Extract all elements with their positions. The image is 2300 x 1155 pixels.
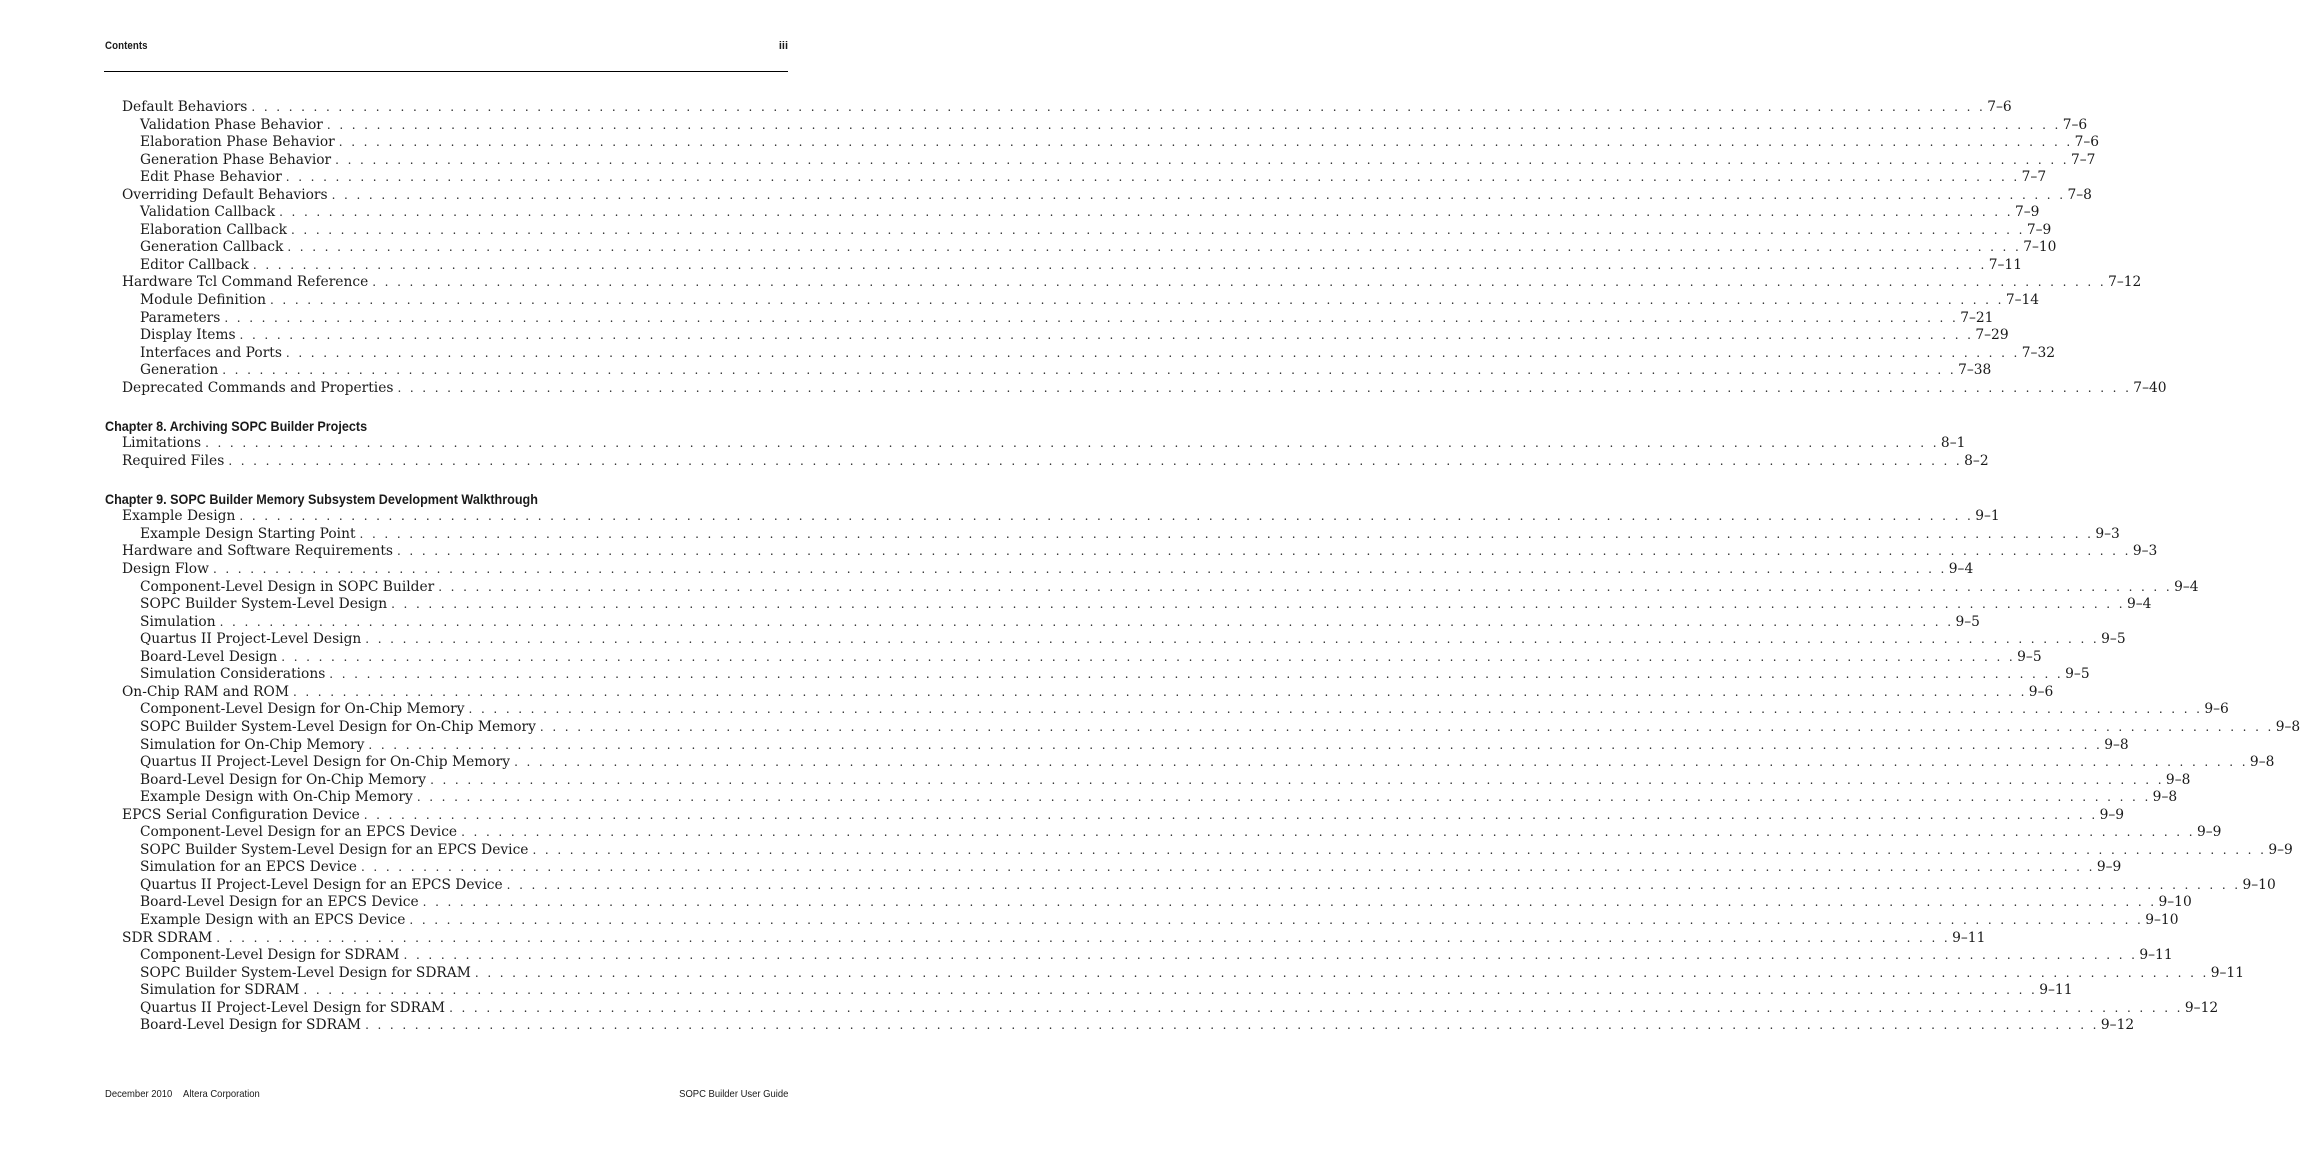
toc-entry-title: Hardware and Software Requirements [122, 543, 393, 560]
toc-entry-title: Board-Level Design for On-Chip Memory [140, 771, 427, 788]
toc-entry-title: Simulation for an EPCS Device [140, 859, 357, 876]
dot-leader: . . . . . . . . . . . . . . . . . . . . . . . . . . . . . . . . . . . . . . . . . . . . . . . . . . . . . . . . . . . . . . . . . . . . . . . . . . . . . . . . . . . . . . . . . . . . . . . . . . . . . . . . . . . . . . . . . . . . . . . . . . . . . . . . . . . . . . . . . . . . [303, 983, 2038, 998]
toc-entry-page: 9–8 [2165, 771, 2191, 788]
dot-leader: . . . . . . . . . . . . . . . . . . . . . . . . . . . . . . . . . . . . . . . . . . . . . . . . . . . . . . . . . . . . . . . . . . . . . . . . . . . . . . . . . . . . . . . . . . . . . . . . . . . . . . . . . . . . . . . . . . . . . . . . . . . . . . . . . . . . . . . . . . . . [409, 912, 2144, 927]
toc-entry-page: 8–2 [1964, 452, 1989, 469]
toc-subentry[interactable] [105, 999, 2219, 1018]
toc-entry[interactable] [105, 929, 1986, 948]
toc-subentry[interactable] [105, 525, 2120, 544]
toc-entry-page: 9–3 [2132, 543, 2158, 560]
section-gap [105, 397, 788, 417]
toc-entry-page: 9–12 [2100, 1017, 2135, 1034]
toc-subentry[interactable] [105, 754, 2275, 772]
toc-entry-page: 9–8 [2249, 754, 2275, 771]
dot-leader: . . . . . . . . . . . . . . . . . . . . . . . . . . . . . . . . . . . . . . . . . . . . . . . . . . . . . . . . . . . . . . . . . . . . . . . . . . . . . . . . . . . . . . . . . . . . . . . . . . . . . . . . . . . . . . . . . . . . . . . . . . . . . . . . . . . . . . . . . . . . [285, 170, 2020, 185]
toc-entry[interactable] [105, 452, 1989, 471]
toc-subentry[interactable] [105, 292, 2040, 310]
toc-entry-title: Simulation [140, 613, 216, 630]
dot-leader: . . . . . . . . . . . . . . . . . . . . . . . . . . . . . . . . . . . . . . . . . . . . . . . . . . . . . . . . . . . . . . . . . . . . . . . . . . . . . . . . . . . . . . . . . . . . . . . . . . . . . . . . . . . . . . . . . . . . . . . . . . . . . . . . . . . . . . . . . . . . [397, 380, 2132, 395]
dot-leader: . . . . . . . . . . . . . . . . . . . . . . . . . . . . . . . . . . . . . . . . . . . . . . . . . . . . . . . . . . . . . . . . . . . . . . . . . . . . . . . . . . . . . . . . . . . . . . . . . . . . . . . . . . . . . . . . . . . . . . . . . . . . . . . . . . . . . . . . . . . . [279, 205, 2013, 220]
toc-entry-page: 9–12 [2184, 999, 2219, 1016]
dot-leader: . . . . . . . . . . . . . . . . . . . . . . . . . . . . . . . . . . . . . . . . . . . . . . . . . . . . . . . . . . . . . . . . . . . . . . . . . . . . . . . . . . . . . . . . . . . . . . . . . . . . . . . . . . . . . . . . . . . . . . . . . . . . . . . . . . . . . . . . . . . . [474, 965, 2209, 980]
toc-subentry[interactable] [105, 169, 2047, 187]
toc-subentry[interactable] [105, 239, 2057, 257]
dot-leader: . . . . . . . . . . . . . . . . . . . . . . . . . . . . . . . . . . . . . . . . . . . . . . . . . . . . . . . . . . . . . . . . . . . . . . . . . . . . . . . . . . . . . . . . . . . . . . . . . . . . . . . . . . . . . . . . . . . . . . . . . . . . . . . . . . . . . . . . . . . . [397, 544, 2131, 559]
toc-entry-page: 7–29 [1975, 327, 2009, 344]
dot-leader: . . . . . . . . . . . . . . . . . . . . . . . . . . . . . . . . . . . . . . . . . . . . . . . . . . . . . . . . . . . . . . . . . . . . . . . . . . . . . . . . . . . . . . . . . . . . . . . . . . . . . . . . . . . . . . . . . . . . . . . . . . . . . . . . . . . . . . . . . . . . [368, 737, 2103, 752]
toc-entry-title: Generation Phase Behavior [140, 151, 332, 168]
toc-entry-page: 9–5 [2065, 666, 2090, 683]
toc-entry-page: 7–7 [2021, 169, 2047, 186]
toc-entry-title: Component-Level Design for On-Chip Memory [140, 701, 465, 718]
dot-leader: . . . . . . . . . . . . . . . . . . . . . . . . . . . . . . . . . . . . . . . . . . . . . . . . . . . . . . . . . . . . . . . . . . . . . . . . . . . . . . . . . . . . . . . . . . . . . . . . . . . . . . . . . . . . . . . . . . . . . . . . . . . . . . . . . . . . . . . . . . . . [359, 526, 2094, 541]
toc-subentry[interactable] [105, 134, 2100, 152]
toc-entry-page: 9–6 [2204, 701, 2229, 718]
toc-entry-page: 9–11 [2210, 964, 2244, 981]
dot-leader: . . . . . . . . . . . . . . . . . . . . . . . . . . . . . . . . . . . . . . . . . . . . . . . . . . . . . . . . . . . . . . . . . . . . . . . . . . . . . . . . . . . . . . . . . . . . . . . . . . . . . . . . . . . . . . . . . . . . . . . . . . . . . . . . . . . . . . . . . . . . [468, 702, 2203, 717]
footer-company: Altera Corporation [183, 1088, 260, 1100]
toc-entry-page: 7–40 [2133, 379, 2167, 396]
dot-leader: . . . . . . . . . . . . . . . . . . . . . . . . . . . . . . . . . . . . . . . . . . . . . . . . . . . . . . . . . . . . . . . . . . . . . . . . . . . . . . . . . . . . . . . . . . . . . . . . . . . . . . . . . . . . . . . . . . . . . . . . . . . . . . . . . . . . . . . . . . . . [270, 293, 2004, 308]
dot-leader: . . . . . . . . . . . . . . . . . . . . . . . . . . . . . . . . . . . . . . . . . . . . . . . . . . . . . . . . . . . . . . . . . . . . . . . . . . . . . . . . . . . . . . . . . . . . . . . . . . . . . . . . . . . . . . . . . . . . . . . . . . . . . . . . . . . . . . . . . . . . [372, 275, 2107, 290]
toc-entry[interactable] [105, 543, 2158, 561]
toc-subentry[interactable] [105, 256, 2022, 275]
dot-leader: . . . . . . . . . . . . . . . . . . . . . . . . . . . . . . . . . . . . . . . . . . . . . . . . . . . . . . . . . . . . . . . . . . . . . . . . . . . . . . . . . . . . . . . . . . . . . . . . . . . . . . . . . . . . . . . . . . . . . . . . . . . . . . . . . . . . . . . . . . . . [438, 579, 2173, 594]
toc-entry[interactable] [105, 561, 1974, 579]
toc-subentry[interactable] [105, 964, 2244, 983]
toc-entry-title: Parameters [140, 309, 221, 326]
toc-entry-page: 9–5 [2101, 631, 2126, 648]
toc-entry-page: 7–6 [1987, 99, 2012, 115]
dot-leader: . . . . . . . . . . . . . . . . . . . . . . . . . . . . . . . . . . . . . . . . . . . . . . . . . . . . . . . . . . . . . . . . . . . . . . . . . . . . . . . . . . . . . . . . . . . . . . . . . . . . . . . . . . . . . . . . . . . . . . . . . . . . . . . . . . . . . . . . . . . . [216, 930, 1951, 945]
dot-leader: . . . . . . . . . . . . . . . . . . . . . . . . . . . . . . . . . . . . . . . . . . . . . . . . . . . . . . . . . . . . . . . . . . . . . . . . . . . . . . . . . . . . . . . . . . . . . . . . . . . . . . . . . . . . . . . . . . . . . . . . . . . . . . . . . . . . . . . . . . . . [287, 240, 2022, 255]
toc-subentry[interactable] [105, 648, 2042, 667]
toc-entry-title: Module Definition [140, 292, 266, 309]
dot-leader: . . . . . . . . . . . . . . . . . . . . . . . . . . . . . . . . . . . . . . . . . . . . . . . . . . . . . . . . . . . . . . . . . . . . . . . . . . . . . . . . . . . . . . . . . . . . . . . . . . . . . . . . . . . . . . . . . . . . . . . . . . . . . . . . . . . . . . . . . . . . [391, 597, 2125, 612]
toc-subentry[interactable] [105, 824, 2222, 842]
toc-entry-title: Deprecated Commands and Properties [122, 379, 394, 396]
dot-leader: . . . . . . . . . . . . . . . . . . . . . . . . . . . . . . . . . . . . . . . . . . . . . . . . . . . . . . . . . . . . . . . . . . . . . . . . . . . . . . . . . . . . . . . . . . . . . . . . . . . . . . . . . . . . . . . . . . . . . . . . . . . . . . . . . . . . . . . . . . . . [360, 860, 2095, 875]
toc-entry-title: Elaboration Phase Behavior [140, 134, 335, 151]
toc-entry-title: Board-Level Design [140, 648, 278, 665]
toc-entry-page: 9–10 [2242, 876, 2276, 893]
toc-subentry[interactable] [105, 701, 2229, 719]
toc-entry-page: 9–3 [2095, 525, 2120, 542]
dot-leader: . . . . . . . . . . . . . . . . . . . . . . . . . . . . . . . . . . . . . . . . . . . . . . . . . . . . . . . . . . . . . . . . . . . . . . . . . . . . . . . . . . . . . . . . . . . . . . . . . . . . . . . . . . . . . . . . . . . . . . . . . . . . . . . . . . . . . . . . . . . . [219, 614, 1954, 629]
toc-entry-page: 9–6 [2028, 683, 2054, 700]
toc-subentry[interactable] [105, 736, 2129, 755]
toc-entry-page: 7–9 [2014, 204, 2040, 221]
toc-entry-page: 7–7 [2071, 151, 2096, 168]
toc-subentry[interactable] [105, 613, 1980, 632]
toc-entry[interactable] [105, 508, 2000, 526]
toc-subentry[interactable] [105, 309, 1994, 328]
footer-doc-title: SOPC Builder User Guide [678, 1088, 788, 1100]
toc-subentry[interactable] [105, 666, 2090, 684]
toc-entry-title: Component-Level Design for SDRAM [140, 947, 400, 964]
dot-leader: . . . . . . . . . . . . . . . . . . . . . . . . . . . . . . . . . . . . . . . . . . . . . . . . . . . . . . . . . . . . . . . . . . . . . . . . . . . . . . . . . . . . . . . . . . . . . . . . . . . . . . . . . . . . . . . . . . . . . . . . . . . . . . . . . . . . . . . . . . . . [461, 825, 2195, 840]
toc-entry-title: Required Files [122, 452, 225, 469]
dot-leader: . . . . . . . . . . . . . . . . . . . . . . . . . . . . . . . . . . . . . . . . . . . . . . . . . . . . . . . . . . . . . . . . . . . . . . . . . . . . . . . . . . . . . . . . . . . . . . . . . . . . . . . . . . . . . . . . . . . . . . . . . . . . . . . . . . . . . . . . . . . . [532, 842, 2267, 857]
toc-entry-page: 9–4 [2174, 578, 2199, 595]
toc-entry-page: 9–1 [1975, 508, 2000, 525]
toc-entry-title: Quartus II Project-Level Design [140, 631, 362, 648]
toc-entry-page: 7–12 [2108, 274, 2142, 291]
toc-entry-title: Example Design Starting Point [140, 525, 356, 542]
dot-leader: . . . . . . . . . . . . . . . . . . . . . . . . . . . . . . . . . . . . . . . . . . . . . . . . . . . . . . . . . . . . . . . . . . . . . . . . . . . . . . . . . . . . . . . . . . . . . . . . . . . . . . . . . . . . . . . . . . . . . . . . . . . . . . . . . . . . . . . . . . . . [281, 649, 2016, 664]
toc-entry-title: Limitations [122, 435, 202, 452]
dot-leader: . . . . . . . . . . . . . . . . . . . . . . . . . . . . . . . . . . . . . . . . . . . . . . . . . . . . . . . . . . . . . . . . . . . . . . . . . . . . . . . . . . . . . . . . . . . . . . . . . . . . . . . . . . . . . . . . . . . . . . . . . . . . . . . . . . . . . . . . . . . . [514, 755, 2248, 770]
toc-entry-title: Hardware Tcl Command Reference [122, 274, 369, 291]
toc-entry-title: EPCS Serial Configuration Device [122, 806, 360, 823]
toc-entry-page: 9–9 [2196, 824, 2222, 841]
toc-entry-title: SDR SDRAM [122, 929, 213, 946]
header-rule [104, 71, 788, 72]
toc-entry-title: Overriding Default Behaviors [122, 186, 328, 203]
toc-subentry[interactable] [105, 578, 2199, 597]
dot-leader: . . . . . . . . . . . . . . . . . . . . . . . . . . . . . . . . . . . . . . . . . . . . . . . . . . . . . . . . . . . . . . . . . . . . . . . . . . . . . . . . . . . . . . . . . . . . . . . . . . . . . . . . . . . . . . . . . . . . . . . . . . . . . . . . . . . . . . . . . . . . [363, 807, 2098, 822]
toc-entry[interactable] [105, 274, 2142, 292]
toc-entry-title: Interfaces and Ports [140, 344, 282, 361]
toc-entry-page: 7–10 [2023, 239, 2057, 256]
toc-entry-title: Display Items [140, 327, 236, 344]
dot-leader: . . . . . . . . . . . . . . . . . . . . . . . . . . . . . . . . . . . . . . . . . . . . . . . . . . . . . . . . . . . . . . . . . . . . . . . . . . . . . . . . . . . . . . . . . . . . . . . . . . . . . . . . . . . . . . . . . . . . . . . . . . . . . . . . . . . . . . . . . . . . [422, 895, 2157, 910]
toc-entry-title: Component-Level Design in SOPC Builder [140, 578, 435, 595]
dot-leader: . . . . . . . . . . . . . . . . . . . . . . . . . . . . . . . . . . . . . . . . . . . . . . . . . . . . . . . . . . . . . . . . . . . . . . . . . . . . . . . . . . . . . . . . . . . . . . . . . . . . . . . . . . . . . . . . . . . . . . . . . . . . . . . . . . . . . . . . . . . . [252, 257, 1987, 272]
toc-subentry[interactable] [105, 116, 2088, 135]
toc-subentry[interactable] [105, 327, 2009, 345]
toc-entry-page: 7–14 [2005, 292, 2040, 309]
toc-entry-title: Simulation Considerations [140, 666, 326, 683]
toc-entry[interactable] [105, 99, 2012, 117]
dot-leader: . . . . . . . . . . . . . . . . . . . . . . . . . . . . . . . . . . . . . . . . . . . . . . . . . . . . . . . . . . . . . . . . . . . . . . . . . . . . . . . . . . . . . . . . . . . . . . . . . . . . . . . . . . . . . . . . . . . . . . . . . . . . . . . . . . . . . . . . . . . . [205, 436, 1939, 451]
toc-entry-page: 9–9 [2099, 806, 2125, 823]
toc-entry-page: 9–4 [2126, 596, 2152, 613]
toc-entry-page: 9–9 [2096, 859, 2122, 876]
toc-entry-title: Elaboration Callback [140, 221, 287, 238]
toc-subentry[interactable] [105, 789, 2178, 807]
toc-entry-title: Validation Phase Behavior [140, 116, 323, 133]
dot-leader: . . . . . . . . . . . . . . . . . . . . . . . . . . . . . . . . . . . . . . . . . . . . . . . . . . . . . . . . . . . . . . . . . . . . . . . . . . . . . . . . . . . . . . . . . . . . . . . . . . . . . . . . . . . . . . . . . . . . . . . . . . . . . . . . . . . . . . . . . . . . [329, 667, 2064, 682]
toc-subentry[interactable] [105, 204, 2040, 222]
dot-leader: . . . . . . . . . . . . . . . . . . . . . . . . . . . . . . . . . . . . . . . . . . . . . . . . . . . . . . . . . . . . . . . . . . . . . . . . . . . . . . . . . . . . . . . . . . . . . . . . . . . . . . . . . . . . . . . . . . . . . . . . . . . . . . . . . . . . . . . . . . . . [224, 310, 1959, 325]
toc-entry-page: 9–5 [1955, 613, 1980, 630]
dot-leader: . . . . . . . . . . . . . . . . . . . . . . . . . . . . . . . . . . . . . . . . . . . . . . . . . . . . . . . . . . . . . . . . . . . . . . . . . . . . . . . . . . . . . . . . . . . . . . . . . . . . . . . . . . . . . . . . . . . . . . . . . . . . . . . . . . . . . . . . . . . . [212, 562, 1947, 577]
toc-subentry[interactable] [105, 771, 2191, 790]
dot-leader: . . . . . . . . . . . . . . . . . . . . . . . . . . . . . . . . . . . . . . . . . . . . . . . . . . . . . . . . . . . . . . . . . . . . . . . . . . . . . . . . . . . . . . . . . . . . . . . . . . . . . . . . . . . . . . . . . . . . . . . . . . . . . . . . . . . . . . . . . . . . [338, 135, 2073, 150]
dot-leader: . . . . . . . . . . . . . . . . . . . . . . . . . . . . . . . . . . . . . . . . . . . . . . . . . . . . . . . . . . . . . . . . . . . . . . . . . . . . . . . . . . . . . . . . . . . . . . . . . . . . . . . . . . . . . . . . . . . . . . . . . . . . . . . . . . . . . . . . . . . . [239, 328, 1974, 343]
running-header-title: Contents [105, 40, 148, 52]
toc-entry-title: Design Flow [122, 561, 209, 578]
toc-entry[interactable] [105, 186, 2092, 205]
footer-left [105, 1088, 260, 1100]
dot-leader: . . . . . . . . . . . . . . . . . . . . . . . . . . . . . . . . . . . . . . . . . . . . . . . . . . . . . . . . . . . . . . . . . . . . . . . . . . . . . . . . . . . . . . . . . . . . . . . . . . . . . . . . . . . . . . . . . . . . . . . . . . . . . . . . . . . . . . . . . . . . [430, 772, 2164, 787]
dot-leader: . . . . . . . . . . . . . . . . . . . . . . . . . . . . . . . . . . . . . . . . . . . . . . . . . . . . . . . . . . . . . . . . . . . . . . . . . . . . . . . . . . . . . . . . . . . . . . . . . . . . . . . . . . . . . . . . . . . . . . . . . . . . . . . . . . . . . . . . . . . . [228, 453, 1963, 468]
toc-entry-title: Board-Level Design for an EPCS Device [140, 894, 419, 911]
dot-leader: . . . . . . . . . . . . . . . . . . . . . . . . . . . . . . . . . . . . . . . . . . . . . . . . . . . . . . . . . . . . . . . . . . . . . . . . . . . . . . . . . . . . . . . . . . . . . . . . . . . . . . . . . . . . . . . . . . . . . . . . . . . . . . . . . . . . . . . . . . . . [449, 1000, 2183, 1015]
toc-entry-title: Example Design with an EPCS Device [140, 911, 406, 928]
toc-subentry[interactable] [105, 1017, 2135, 1035]
toc-subentry[interactable] [105, 631, 2126, 649]
toc-entry-title: SOPC Builder System-Level Design [140, 596, 388, 613]
toc-entry-title: Component-Level Design for an EPCS Device [140, 824, 458, 841]
toc-entry-title: Example Design with On-Chip Memory [140, 789, 413, 806]
toc-entry-page: 7–8 [2067, 186, 2092, 203]
toc-subentry[interactable] [105, 362, 1992, 380]
toc-entry-page: 7–6 [2074, 134, 2100, 151]
toc-subentry[interactable] [105, 718, 2300, 737]
section-gap [105, 470, 788, 490]
toc-entry-title: Board-Level Design for SDRAM [140, 1017, 362, 1034]
toc-subentry[interactable] [105, 841, 2293, 860]
toc-entry-page: 7–9 [2026, 221, 2052, 238]
table-of-contents [105, 99, 2300, 1035]
toc-subentry[interactable] [105, 596, 2152, 614]
chapter-heading[interactable]: Chapter 9. SOPC Builder Memory Subsystem Development Walkthrough [105, 491, 538, 508]
toc-entry-page: 9–11 [1952, 929, 1986, 946]
chapter-heading[interactable]: Chapter 8. Archiving SOPC Builder Projects [105, 418, 368, 435]
dot-leader: . . . . . . . . . . . . . . . . . . . . . . . . . . . . . . . . . . . . . . . . . . . . . . . . . . . . . . . . . . . . . . . . . . . . . . . . . . . . . . . . . . . . . . . . . . . . . . . . . . . . . . . . . . . . . . . . . . . . . . . . . . . . . . . . . . . . . . . . . . . . [365, 632, 2100, 647]
dot-leader: . . . . . . . . . . . . . . . . . . . . . . . . . . . . . . . . . . . . . . . . . . . . . . . . . . . . . . . . . . . . . . . . . . . . . . . . . . . . . . . . . . . . . . . . . . . . . . . . . . . . . . . . . . . . . . . . . . . . . . . . . . . . . . . . . . . . . . . . . . . . [506, 877, 2241, 892]
toc-entry[interactable] [105, 435, 1966, 453]
dot-leader: . . . . . . . . . . . . . . . . . . . . . . . . . . . . . . . . . . . . . . . . . . . . . . . . . . . . . . . . . . . . . . . . . . . . . . . . . . . . . . . . . . . . . . . . . . . . . . . . . . . . . . . . . . . . . . . . . . . . . . . . . . . . . . . . . . . . . . . . . . . . [222, 363, 1957, 378]
dot-leader: . . . . . . . . . . . . . . . . . . . . . . . . . . . . . . . . . . . . . . . . . . . . . . . . . . . . . . . . . . . . . . . . . . . . . . . . . . . . . . . . . . . . . . . . . . . . . . . . . . . . . . . . . . . . . . . . . . . . . . . . . . . . . . . . . . . . . . . . . . . . [326, 117, 2061, 132]
toc-entry-title: SOPC Builder System-Level Design for SDRAM [140, 964, 471, 981]
toc-entry-page: 9–11 [2039, 982, 2073, 999]
toc-subentry[interactable] [105, 151, 2096, 170]
dot-leader: . . . . . . . . . . . . . . . . . . . . . . . . . . . . . . . . . . . . . . . . . . . . . . . . . . . . . . . . . . . . . . . . . . . . . . . . . . . . . . . . . . . . . . . . . . . . . . . . . . . . . . . . . . . . . . . . . . . . . . . . . . . . . . . . . . . . . . . . . . . . [239, 509, 1974, 524]
toc-entry-page: 8–1 [1940, 435, 1966, 452]
toc-entry-page: 7–32 [2021, 344, 2055, 361]
toc-subentry[interactable] [105, 947, 2173, 965]
toc-subentry[interactable] [105, 894, 2192, 912]
toc-entry-title: Validation Callback [140, 204, 276, 221]
toc-subentry[interactable] [105, 221, 2052, 240]
toc-entry-title: Quartus II Project-Level Design for On-Chip Memory [140, 754, 511, 771]
toc-entry-page: 7–11 [1988, 256, 2022, 273]
toc-entry-page: 7–6 [2062, 116, 2088, 133]
toc-entry-title: Quartus II Project-Level Design for an EPCS Device [140, 876, 503, 893]
dot-leader: . . . . . . . . . . . . . . . . . . . . . . . . . . . . . . . . . . . . . . . . . . . . . . . . . . . . . . . . . . . . . . . . . . . . . . . . . . . . . . . . . . . . . . . . . . . . . . . . . . . . . . . . . . . . . . . . . . . . . . . . . . . . . . . . . . . . . . . . . . . . [331, 187, 2066, 202]
toc-entry-page: 7–21 [1960, 309, 1994, 326]
toc-entry[interactable] [105, 806, 2125, 825]
toc-entry-title: Default Behaviors [122, 99, 248, 115]
dot-leader: . . . . . . . . . . . . . . . . . . . . . . . . . . . . . . . . . . . . . . . . . . . . . . . . . . . . . . . . . . . . . . . . . . . . . . . . . . . . . . . . . . . . . . . . . . . . . . . . . . . . . . . . . . . . . . . . . . . . . . . . . . . . . . . . . . . . . . . . . . . . [403, 948, 2138, 963]
dot-leader: . . . . . . . . . . . . . . . . . . . . . . . . . . . . . . . . . . . . . . . . . . . . . . . . . . . . . . . . . . . . . . . . . . . . . . . . . . . . . . . . . . . . . . . . . . . . . . . . . . . . . . . . . . . . . . . . . . . . . . . . . . . . . . . . . . . . . . . . . . . . [416, 790, 2151, 805]
toc-subentry[interactable] [105, 859, 2122, 877]
toc-entry-title: Generation [140, 362, 219, 379]
toc-entry-page: 9–5 [2017, 648, 2042, 665]
toc-entry[interactable] [105, 683, 2054, 702]
toc-entry-title: Quartus II Project-Level Design for SDRAM [140, 999, 446, 1016]
footer-date: December 2010 [105, 1088, 173, 1100]
toc-entry-page: 9–8 [2275, 718, 2300, 735]
toc-entry-title: Edit Phase Behavior [140, 169, 282, 186]
toc-entry-page: 9–9 [2268, 841, 2293, 858]
dot-leader: . . . . . . . . . . . . . . . . . . . . . . . . . . . . . . . . . . . . . . . . . . . . . . . . . . . . . . . . . . . . . . . . . . . . . . . . . . . . . . . . . . . . . . . . . . . . . . . . . . . . . . . . . . . . . . . . . . . . . . . . . . . . . . . . . . . . . . . . . . . . [292, 684, 2027, 699]
dot-leader: . . . . . . . . . . . . . . . . . . . . . . . . . . . . . . . . . . . . . . . . . . . . . . . . . . . . . . . . . . . . . . . . . . . . . . . . . . . . . . . . . . . . . . . . . . . . . . . . . . . . . . . . . . . . . . . . . . . . . . . . . . . . . . . . . . . . . . . . . . . . [365, 1018, 2099, 1033]
toc-entry-page: 9–11 [2139, 947, 2173, 964]
toc-subentry[interactable] [105, 344, 2055, 363]
toc-entry-title: SOPC Builder System-Level Design for an EPCS Device [140, 841, 529, 858]
toc-entry-title: Generation Callback [140, 239, 284, 256]
page-number: iii [778, 40, 788, 52]
toc-entry-title: On-Chip RAM and ROM [122, 683, 289, 700]
toc-entry-title: Simulation for SDRAM [140, 982, 300, 999]
toc-entry-page: 9–4 [1948, 561, 1974, 578]
toc-entry-page: 9–10 [2145, 911, 2179, 928]
dot-leader: . . . . . . . . . . . . . . . . . . . . . . . . . . . . . . . . . . . . . . . . . . . . . . . . . . . . . . . . . . . . . . . . . . . . . . . . . . . . . . . . . . . . . . . . . . . . . . . . . . . . . . . . . . . . . . . . . . . . . . . . . . . . . . . . . . . . . . . . . . . . [290, 222, 2025, 237]
toc-entry-title: Simulation for On-Chip Memory [140, 736, 365, 753]
dot-leader: . . . . . . . . . . . . . . . . . . . . . . . . . . . . . . . . . . . . . . . . . . . . . . . . . . . . . . . . . . . . . . . . . . . . . . . . . . . . . . . . . . . . . . . . . . . . . . . . . . . . . . . . . . . . . . . . . . . . . . . . . . . . . . . . . . . . . . . . . . . . [285, 345, 2020, 360]
dot-leader: . . . . . . . . . . . . . . . . . . . . . . . . . . . . . . . . . . . . . . . . . . . . . . . . . . . . . . . . . . . . . . . . . . . . . . . . . . . . . . . . . . . . . . . . . . . . . . . . . . . . . . . . . . . . . . . . . . . . . . . . . . . . . . . . . . . . . . . . . . . . [251, 100, 1986, 114]
toc-entry-title: Editor Callback [140, 256, 249, 273]
toc-entry-title: Example Design [122, 508, 236, 525]
toc-entry[interactable] [105, 379, 2167, 398]
toc-entry-page: 9–8 [2152, 789, 2178, 806]
dot-leader: . . . . . . . . . . . . . . . . . . . . . . . . . . . . . . . . . . . . . . . . . . . . . . . . . . . . . . . . . . . . . . . . . . . . . . . . . . . . . . . . . . . . . . . . . . . . . . . . . . . . . . . . . . . . . . . . . . . . . . . . . . . . . . . . . . . . . . . . . . . . [335, 152, 2069, 167]
toc-entry-page: 9–8 [2104, 736, 2129, 753]
toc-subentry[interactable] [105, 982, 2073, 1000]
toc-subentry[interactable] [105, 876, 2276, 895]
toc-entry-page: 9–10 [2158, 894, 2192, 911]
dot-leader: . . . . . . . . . . . . . . . . . . . . . . . . . . . . . . . . . . . . . . . . . . . . . . . . . . . . . . . . . . . . . . . . . . . . . . . . . . . . . . . . . . . . . . . . . . . . . . . . . . . . . . . . . . . . . . . . . . . . . . . . . . . . . . . . . . . . . . . . . . . . [539, 719, 2274, 734]
toc-subentry[interactable] [105, 911, 2179, 930]
toc-entry-page: 7–38 [1958, 362, 1992, 379]
toc-entry-title: SOPC Builder System-Level Design for On-Chip Memory [140, 718, 536, 735]
